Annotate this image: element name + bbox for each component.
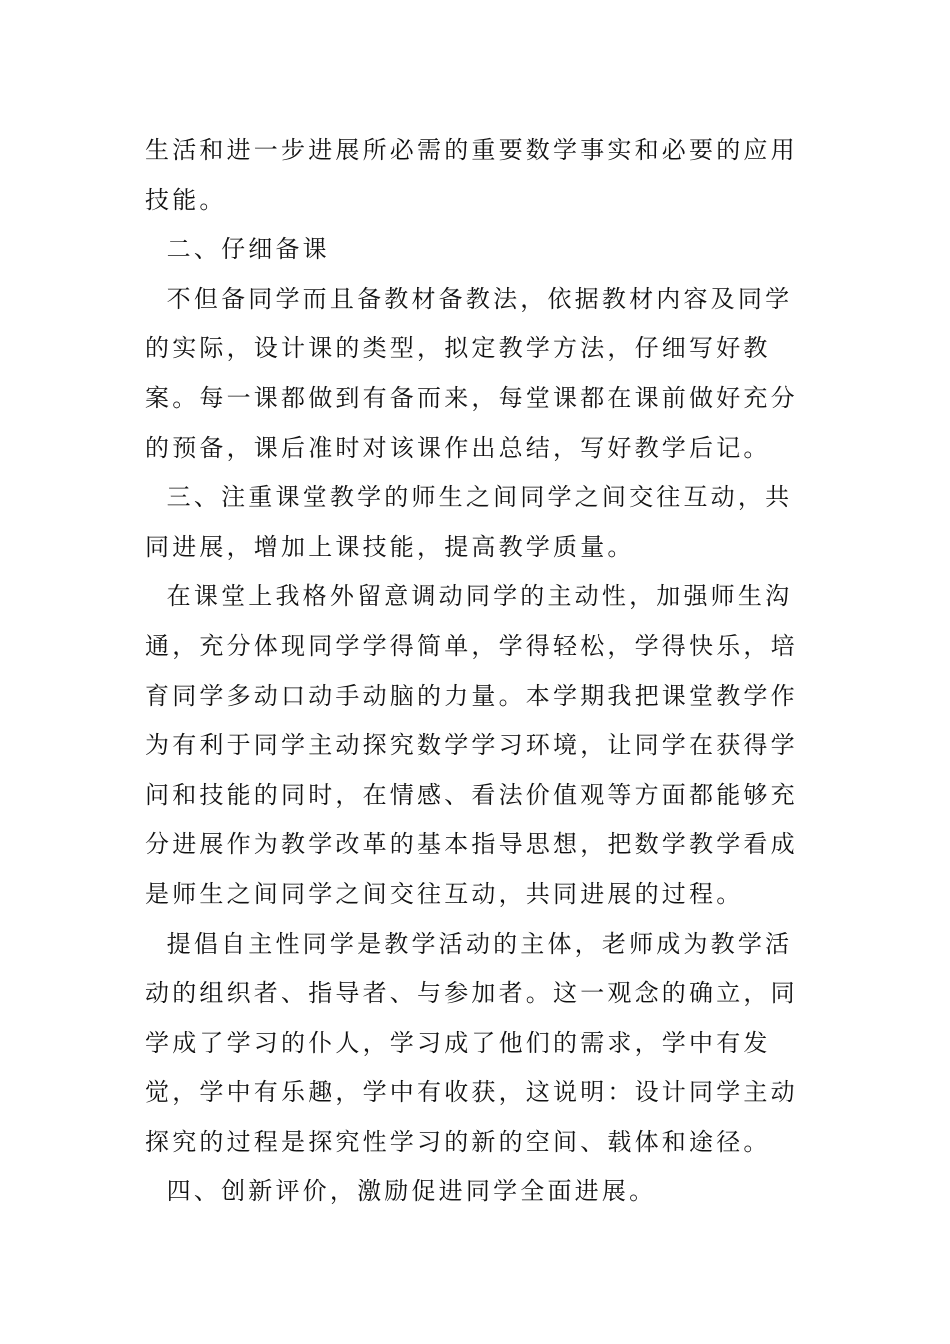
section-heading-4: 四、创新评价，激励促进同学全面进展。 bbox=[145, 1177, 657, 1206]
section-heading-2: 二、仔细备课 bbox=[145, 235, 330, 264]
paragraph-preparation: 不但备同学而且备教材备教法，依据教材内容及同学的实际，设计课的类型，拟定教学方法，仔细写好教案。每一课都做到有备而来，每堂课都在课前做好充分的预备，课后准时对该课作出总结，写好教学后记。 bbox=[145, 284, 798, 462]
document-body bbox=[145, 126, 811, 1217]
paragraph-autonomy: 提倡自主性同学是教学活动的主体，老师成为教学活动的组织者、指导者、与参加者。这一观念的确立，同学成了学习的仆人，学习成了他们的需求，学中有发觉，学中有乐趣，学中有收获，这说明：设计同学主动探究的过程是探究性学习的新的空间、载体和途径。 bbox=[145, 929, 798, 1156]
section-heading-3: 三、注重课堂教学的师生之间同学之间交往互动，共同进展，增加上课技能，提高教学质量。 bbox=[145, 483, 793, 561]
paragraph-continuation: 生活和进一步进展所必需的重要数学事实和必要的应用技能。 bbox=[145, 136, 798, 214]
paragraph-classroom: 在课堂上我格外留意调动同学的主动性，加强师生沟通，充分体现同学学得简单，学得轻松，学得快乐，培育同学多动口动手动脑的力量。本学期我把课堂教学作为有利于同学主动探究数学学习环境，让同学在获得学问和技能的同时，在情感、看法价值观等方面都能够充分进展作为教学改革的基本指导思想，把数学教学看成是师生之间同学之间交往互动，共同进展的过程。 bbox=[145, 582, 798, 908]
